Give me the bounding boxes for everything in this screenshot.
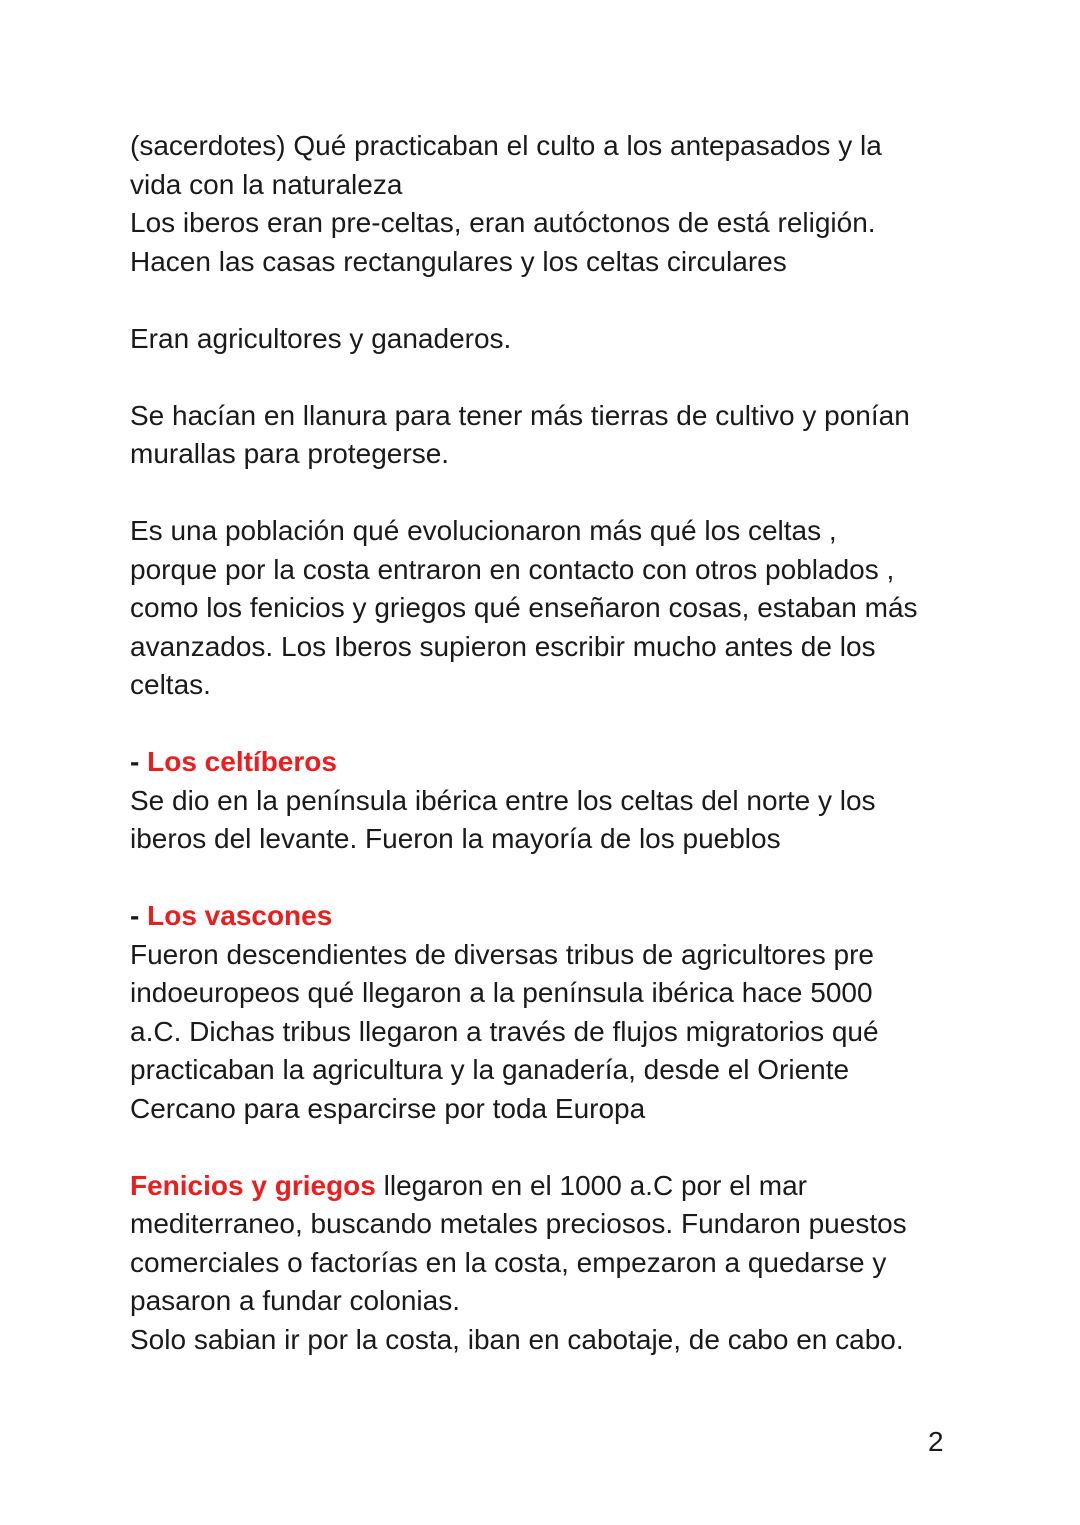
paragraph-sacerdotes <box>130 127 970 281</box>
paragraph-llanura <box>130 397 970 474</box>
paragraph-spacer <box>130 281 970 320</box>
heading-continuation: llegaron en el 1000 a.C por el mar <box>375 1169 808 1201</box>
text-line: a.C. Dichas tribus llegaron a través de flujos migratorios qué <box>130 1015 879 1047</box>
heading-text: Fenicios y griegos <box>130 1169 376 1201</box>
text-line <box>130 1167 970 1206</box>
text-line: Es una población qué evolucionaron más qué los celtas , <box>130 515 837 546</box>
paragraph-spacer <box>130 474 970 513</box>
paragraph-evolucion <box>130 512 970 705</box>
text-line: como los fenicios y griegos qué enseñaron cosas, estaban más <box>130 592 918 623</box>
text-line: Solo sabian ir por la costa, iban en cabotaje, de cabo en cabo. <box>130 1323 904 1355</box>
text-line: porque por la costa entraron en contacto con otros poblados , <box>130 553 895 585</box>
text-line: (sacerdotes) Qué practicaban el culto a los antepasados y la <box>130 130 882 161</box>
paragraph-spacer <box>130 705 970 744</box>
text-line: Fueron descendientes de diversas tribus de agricultores pre <box>130 938 874 970</box>
heading-dash: - <box>130 746 148 777</box>
section-vascones <box>130 897 970 1128</box>
page-number: 2 <box>928 1426 944 1457</box>
text-line: mediterraneo, buscando metales preciosos. Fundaron puestos <box>130 1208 907 1239</box>
paragraph-spacer <box>130 859 970 898</box>
paragraph-spacer <box>130 358 970 397</box>
section-heading <box>130 897 970 936</box>
text-line: Se hacían en llanura para tener más tierras de cultivo y ponían <box>130 399 910 431</box>
text-line: avanzados. Los Iberos supieron escribir mucho antes de los <box>130 630 876 662</box>
section-celtiberos <box>130 743 970 859</box>
text-line: Cercano para esparcirse por toda Europa <box>130 1092 646 1124</box>
text-line: vida con la naturaleza <box>130 168 403 200</box>
section-heading <box>130 743 970 782</box>
heading-text: Los vascones <box>147 900 333 931</box>
text-line: indoeuropeos qué llegaron a la península ibérica hace 5000 <box>130 977 873 1008</box>
text-line: pasaron a fundar colonias. <box>130 1285 460 1316</box>
text-line: celtas. <box>130 669 211 700</box>
text-line: murallas para protegerse. <box>130 438 450 469</box>
text-line: Se dio en la península ibérica entre los celtas del norte y los <box>130 784 876 816</box>
section-fenicios <box>130 1167 970 1360</box>
text-line: Los iberos eran pre-celtas, eran autóctonos de está religión. <box>130 207 876 238</box>
paragraph-agricultores <box>130 320 970 359</box>
text-line: iberos del levante. Fueron la mayoría de los pueblos <box>130 823 781 854</box>
text-line: Hacen las casas rectangulares y los celtas circulares <box>130 245 787 277</box>
page-body <box>130 127 970 1359</box>
text-line: practicaban la agricultura y la ganadería, desde el Oriente <box>130 1054 850 1085</box>
text-line: Eran agricultores y ganaderos. <box>130 322 512 354</box>
paragraph-spacer <box>130 1128 970 1167</box>
heading-text: Los celtíberos <box>147 746 337 777</box>
heading-dash: - <box>130 900 148 931</box>
text-line: comerciales o factorías en la costa, empezaron a quedarse y <box>130 1246 887 1278</box>
